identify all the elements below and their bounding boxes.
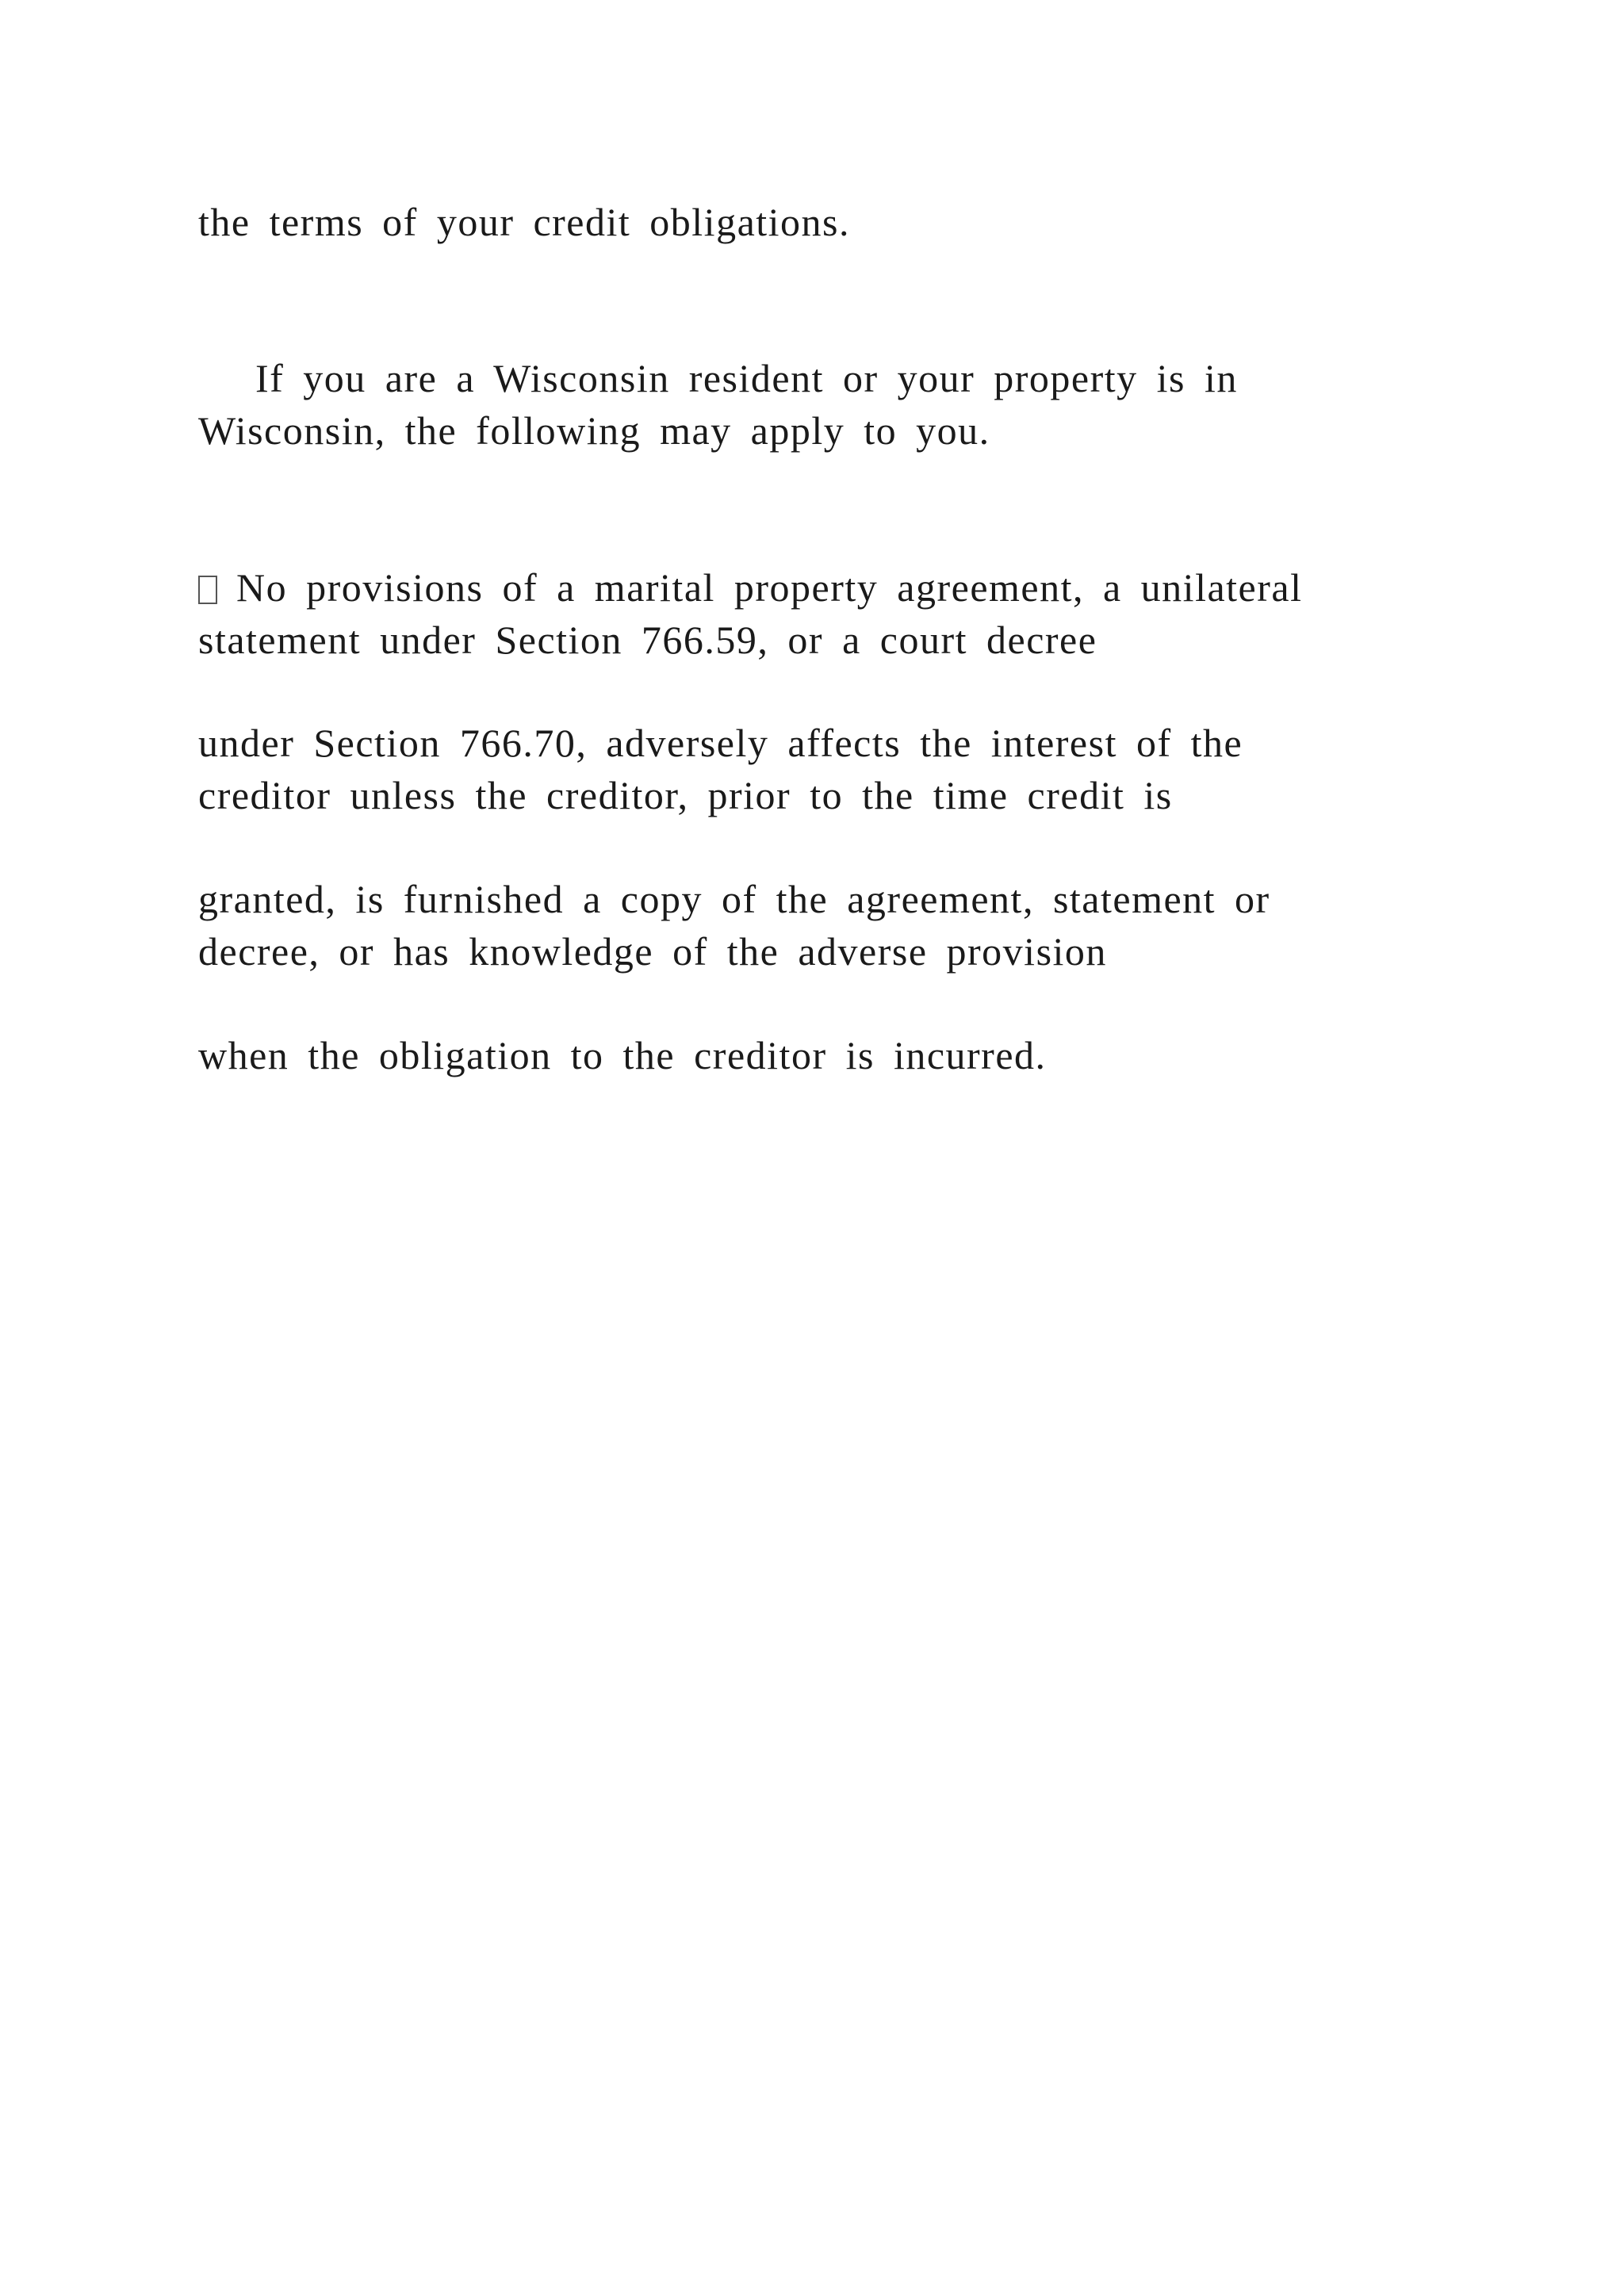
text-line: the terms of your credit obligations. <box>198 200 851 244</box>
text-line: No provisions of a marital property agreement, a unilateral <box>236 565 1303 610</box>
text-line: If you are a Wisconsin resident or your property is in <box>198 356 1238 400</box>
missing-glyph-box-icon <box>198 576 217 604</box>
text-line: statement under Section 766.59, or a court decree <box>198 618 1097 662</box>
text-line: Wisconsin, the following may apply to you. <box>198 408 990 453</box>
text-line: decree, or has knowledge of the adverse provision <box>198 929 1107 974</box>
text-line: when the obligation to the creditor is incurred. <box>198 1033 1047 1077</box>
bullet-line <box>198 561 1302 614</box>
text-line: creditor unless the creditor, prior to the time credit is <box>198 773 1173 817</box>
text-line: under Section 766.70, adversely affects the interest of the <box>198 721 1243 765</box>
text-line: granted, is furnished a copy of the agreement, statement or <box>198 877 1270 921</box>
